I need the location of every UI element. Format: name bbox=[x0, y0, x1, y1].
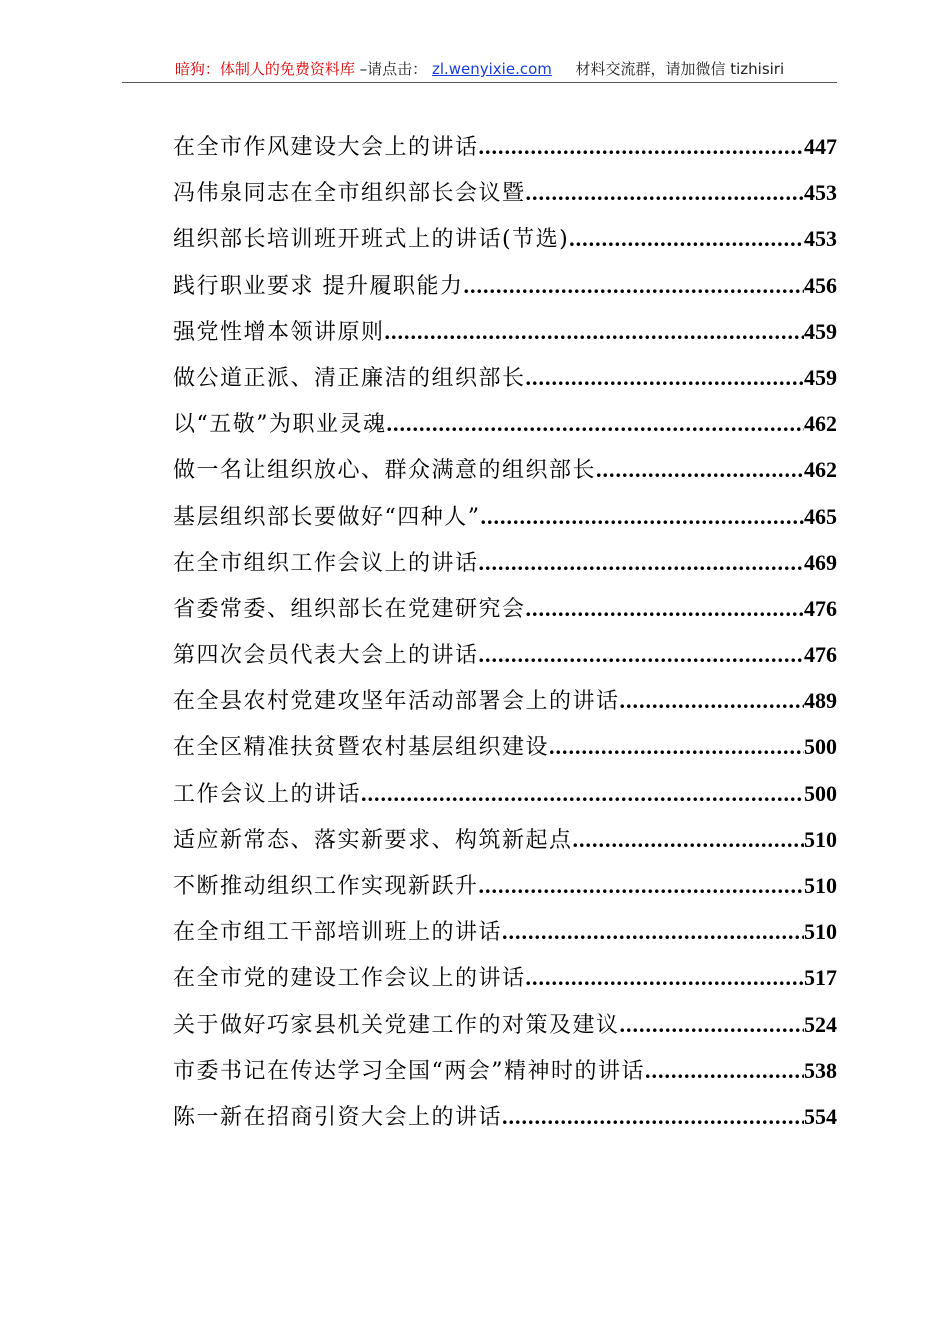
toc-entry-title: 市委书记在传达学习全国“两会”精神时的讲话 bbox=[173, 1058, 645, 1084]
toc-entry[interactable] bbox=[173, 124, 837, 170]
toc-entry-title: 适应新常态、落实新要求、构筑新起点 bbox=[173, 827, 573, 853]
toc-entry-title: 省委常委、组织部长在党建研究会 bbox=[173, 596, 526, 622]
toc-entry[interactable] bbox=[173, 447, 837, 493]
toc-entry-page: 510 bbox=[804, 826, 837, 852]
toc-entry-page: 447 bbox=[804, 134, 837, 159]
toc-entry-title: 在全区精准扶贫暨农村基层组织建设 bbox=[173, 735, 550, 761]
toc-dot-leader bbox=[385, 309, 804, 355]
toc-entry[interactable] bbox=[173, 863, 837, 909]
toc-entry-title: 不断推动组织工作实现新跃升 bbox=[173, 874, 479, 899]
toc-entry-page: 510 bbox=[804, 873, 837, 898]
toc-dot-leader bbox=[549, 724, 804, 770]
toc-entry-title: 关于做好巧家县机关党建工作的对策及建议 bbox=[173, 1012, 620, 1038]
toc-entry[interactable] bbox=[173, 586, 837, 632]
header-brand: 暗狗：体制人的免费资料库 bbox=[174, 60, 355, 78]
toc-entry-title: 陈一新在招商引资大会上的讲话 bbox=[173, 1104, 503, 1130]
toc-entry[interactable] bbox=[173, 817, 837, 863]
toc-entry-title: 在全市组工干部培训班上的讲话 bbox=[173, 920, 503, 946]
toc-entry[interactable] bbox=[173, 1002, 837, 1048]
toc-entry-page: 510 bbox=[804, 919, 837, 945]
toc-entry-page: 538 bbox=[804, 1057, 837, 1083]
toc-dot-leader bbox=[573, 817, 804, 863]
toc-entry[interactable] bbox=[173, 540, 837, 586]
toc-entry[interactable] bbox=[173, 263, 837, 309]
page-header bbox=[122, 58, 837, 83]
toc-entry[interactable] bbox=[173, 401, 837, 447]
toc-dot-leader bbox=[526, 586, 804, 632]
toc-dot-leader bbox=[596, 447, 804, 493]
toc-entry-title: 在全市作风建设大会上的讲话 bbox=[173, 135, 479, 160]
toc-dot-leader bbox=[526, 955, 804, 1001]
toc-entry-title: 以“五敬”为职业灵魂 bbox=[173, 412, 387, 438]
toc-entry-title: 践行职业要求 提升履职能力 bbox=[173, 273, 464, 299]
table-of-contents bbox=[173, 124, 837, 1140]
toc-entry-title: 在全市组织工作会议上的讲话 bbox=[173, 550, 479, 576]
toc-entry-title: 冯伟泉同志在全市组织部长会议暨 bbox=[173, 181, 526, 207]
toc-dot-leader bbox=[479, 863, 804, 909]
toc-entry-page: 462 bbox=[804, 411, 837, 437]
toc-entry-page: 500 bbox=[804, 780, 837, 806]
toc-dot-leader bbox=[387, 401, 805, 447]
toc-entry-title: 做公道正派、清正廉洁的组织部长 bbox=[173, 365, 526, 391]
toc-entry-page: 459 bbox=[804, 318, 837, 344]
toc-dot-leader bbox=[502, 1094, 804, 1140]
toc-entry-page: 453 bbox=[804, 180, 837, 206]
toc-entry[interactable] bbox=[173, 678, 837, 724]
toc-entry-page: 465 bbox=[804, 503, 837, 529]
toc-dot-leader bbox=[526, 355, 804, 401]
toc-dot-leader bbox=[479, 632, 804, 678]
toc-entry-page: 554 bbox=[804, 1103, 837, 1129]
toc-entry-page: 459 bbox=[804, 364, 837, 390]
toc-dot-leader bbox=[526, 170, 804, 216]
toc-entry[interactable] bbox=[173, 355, 837, 401]
toc-entry-title: 工作会议上的讲话 bbox=[173, 781, 362, 807]
toc-entry-title: 基层组织部长要做好“四种人” bbox=[173, 504, 481, 530]
toc-dot-leader bbox=[645, 1048, 804, 1094]
toc-entry[interactable] bbox=[173, 494, 837, 540]
header-contact: 材料交流群，请加微信 tizhisiri bbox=[575, 60, 785, 78]
toc-entry[interactable] bbox=[173, 909, 837, 955]
toc-entry-page: 524 bbox=[804, 1011, 837, 1037]
toc-entry-page: 476 bbox=[804, 642, 837, 668]
header-prompt: –请点击： bbox=[359, 60, 428, 78]
toc-entry-page: 453 bbox=[804, 226, 837, 252]
toc-entry-page: 469 bbox=[804, 549, 837, 575]
toc-dot-leader bbox=[502, 909, 804, 955]
toc-entry[interactable] bbox=[173, 955, 837, 1001]
toc-entry-title: 强党性增本领讲原则 bbox=[173, 319, 385, 345]
toc-entry-title: 在全县农村党建攻坚年活动部署会上的讲话 bbox=[173, 689, 620, 715]
toc-dot-leader bbox=[361, 771, 804, 817]
toc-dot-leader bbox=[569, 216, 804, 262]
toc-entry[interactable] bbox=[173, 216, 837, 262]
header-link[interactable]: zl.wenyixie.com bbox=[431, 60, 552, 78]
toc-entry-page: 476 bbox=[804, 595, 837, 621]
toc-entry[interactable] bbox=[173, 170, 837, 216]
toc-entry[interactable] bbox=[173, 1048, 837, 1094]
toc-dot-leader bbox=[479, 124, 804, 170]
toc-entry-title: 做一名让组织放心、群众满意的组织部长 bbox=[173, 458, 597, 484]
toc-entry-title: 组织部长培训班开班式上的讲话(节选) bbox=[173, 227, 570, 253]
toc-dot-leader bbox=[620, 1002, 804, 1048]
toc-entry[interactable] bbox=[173, 771, 837, 817]
toc-entry-title: 在全市党的建设工作会议上的讲话 bbox=[173, 966, 526, 992]
toc-entry-page: 500 bbox=[804, 734, 837, 760]
toc-entry-title: 第四次会员代表大会上的讲话 bbox=[173, 643, 479, 669]
toc-entry-page: 489 bbox=[804, 688, 837, 714]
toc-dot-leader bbox=[479, 540, 804, 586]
toc-entry-page: 517 bbox=[804, 965, 837, 991]
toc-entry-page: 456 bbox=[804, 272, 837, 298]
toc-dot-leader bbox=[620, 678, 804, 724]
toc-entry[interactable] bbox=[173, 724, 837, 770]
toc-entry[interactable] bbox=[173, 632, 837, 678]
toc-dot-leader bbox=[481, 494, 805, 540]
toc-dot-leader bbox=[464, 263, 805, 309]
toc-entry[interactable] bbox=[173, 1094, 837, 1140]
toc-entry[interactable] bbox=[173, 309, 837, 355]
toc-entry-page: 462 bbox=[804, 457, 837, 483]
